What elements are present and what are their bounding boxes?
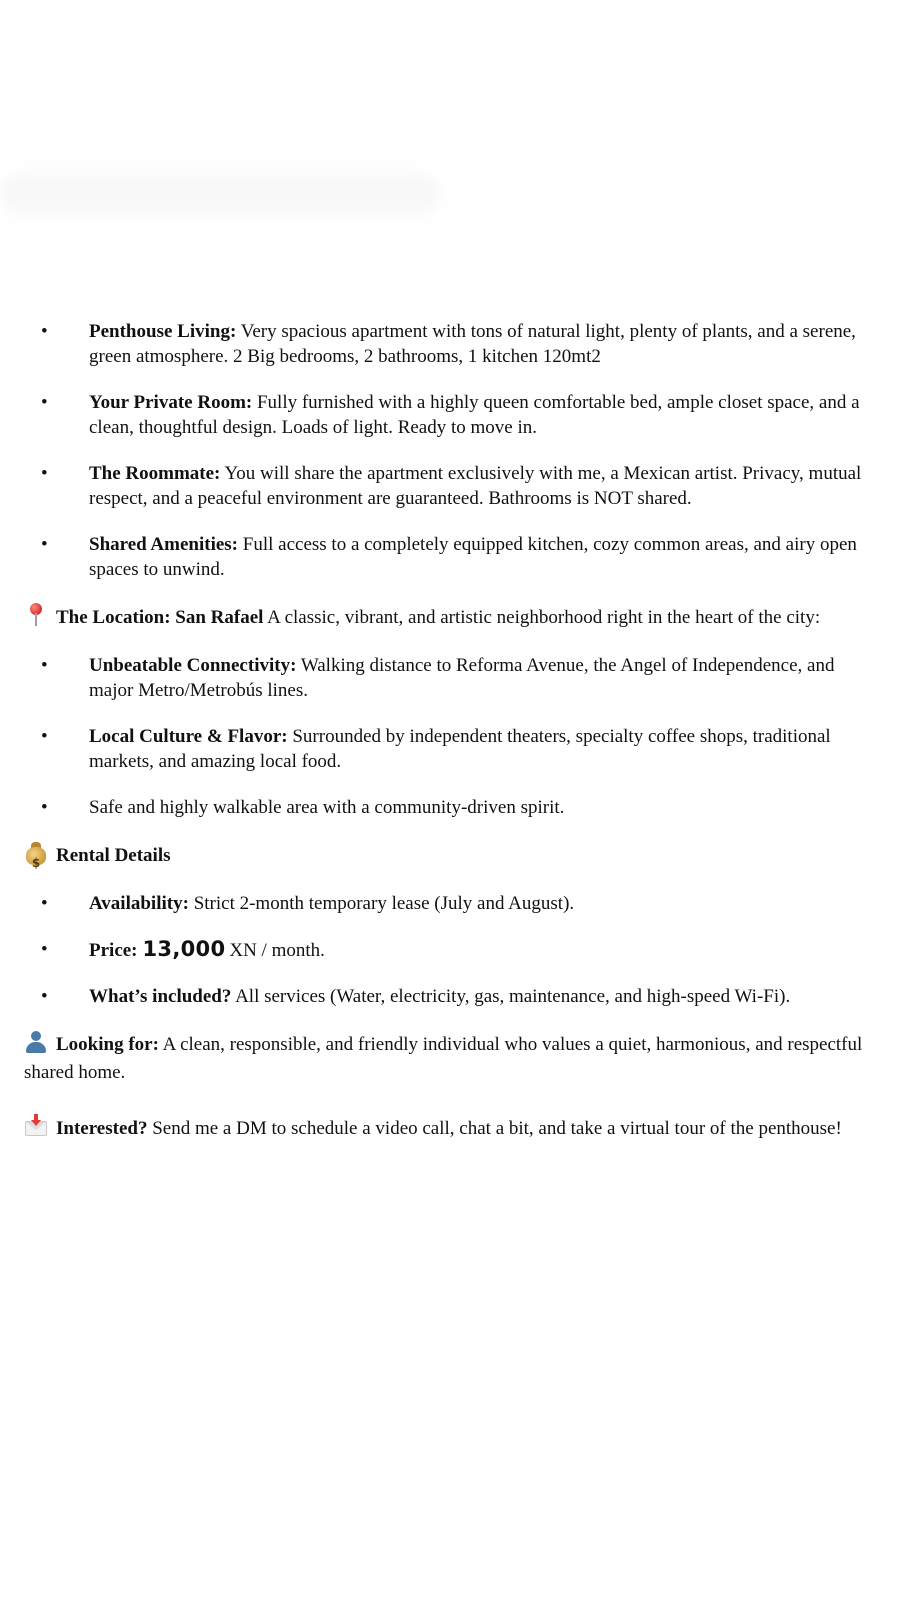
list-item [24, 653, 874, 703]
item-text: Fully furnished with a highly queen comfortable bed, ample closet space, and a clean, thoughtful design. Loads of light. Ready to move in. [89, 392, 860, 438]
pin-icon [24, 603, 48, 627]
item-text: Full access to a completely equipped kitchen, cozy common areas, and airy open spaces to unwind. [89, 534, 857, 580]
item-label: Unbeatable Connectivity: [89, 655, 297, 676]
rental-heading [24, 841, 874, 870]
list-item [24, 937, 874, 963]
price-suffix: XN / month. [229, 940, 325, 961]
looking-for-paragraph [24, 1030, 874, 1087]
envelope-icon [24, 1114, 48, 1138]
rental-list [24, 891, 874, 1009]
list-item [24, 795, 874, 820]
looking-for-label: Looking for: [56, 1034, 159, 1055]
interested-paragraph [24, 1114, 874, 1143]
person-icon [24, 1030, 48, 1054]
rental-heading-label: Rental Details [56, 845, 171, 866]
item-label: Local Culture & Flavor: [89, 726, 288, 747]
location-text: A classic, vibrant, and artistic neighborhood right in the heart of the city: [267, 607, 821, 628]
item-text: Walking distance to Reforma Avenue, the Angel of Independence, and major Metro/Metrobús lines. [89, 655, 835, 701]
item-text: Safe and highly walkable area with a community-driven spirit. [89, 797, 565, 818]
item-text: You will share the apartment exclusively with me, a Mexican artist. Privacy, mutual respect, and a peaceful environment are guaranteed. Bathrooms is NOT shared. [89, 463, 862, 509]
list-item [24, 390, 874, 440]
features-list [24, 319, 874, 582]
price-label: Price: [89, 940, 138, 961]
interested-text: Send me a DM to schedule a video call, chat a bit, and take a virtual tour of the penthouse! [152, 1118, 842, 1139]
interested-label: Interested? [56, 1118, 148, 1139]
list-item [24, 984, 874, 1009]
listing-content [24, 319, 874, 1170]
list-item [24, 891, 874, 916]
item-label: The Roommate: [89, 463, 221, 484]
item-text: Surrounded by independent theaters, specialty coffee shops, traditional markets, and amazing local food. [89, 726, 831, 772]
included-text: All services (Water, electricity, gas, maintenance, and high-speed Wi-Fi). [235, 986, 791, 1007]
item-text: Very spacious apartment with tons of natural light, plenty of plants, and a serene, green atmosphere. 2 Big bedrooms, 2 bathrooms, 1 kitchen 120mt2 [89, 321, 856, 367]
location-heading [24, 603, 874, 632]
price-value: 13,000 [142, 937, 226, 961]
item-label: Shared Amenities: [89, 534, 239, 555]
location-label: The Location: San Rafael [56, 607, 264, 628]
list-item [24, 461, 874, 511]
item-label: Your Private Room: [89, 392, 253, 413]
availability-label: Availability: [89, 893, 189, 914]
money-bag-icon: $ [24, 841, 48, 865]
list-item [24, 532, 874, 582]
list-item [24, 724, 874, 774]
top-fade-shadow [0, 160, 440, 230]
looking-for-text: A clean, responsible, and friendly individual who values a quiet, harmonious, and respectful shared home. [24, 1034, 863, 1083]
availability-text: Strict 2-month temporary lease (July and August). [193, 893, 575, 914]
item-label: Penthouse Living: [89, 321, 237, 342]
included-label: What’s included? [89, 986, 232, 1007]
location-list [24, 653, 874, 820]
list-item [24, 319, 874, 369]
